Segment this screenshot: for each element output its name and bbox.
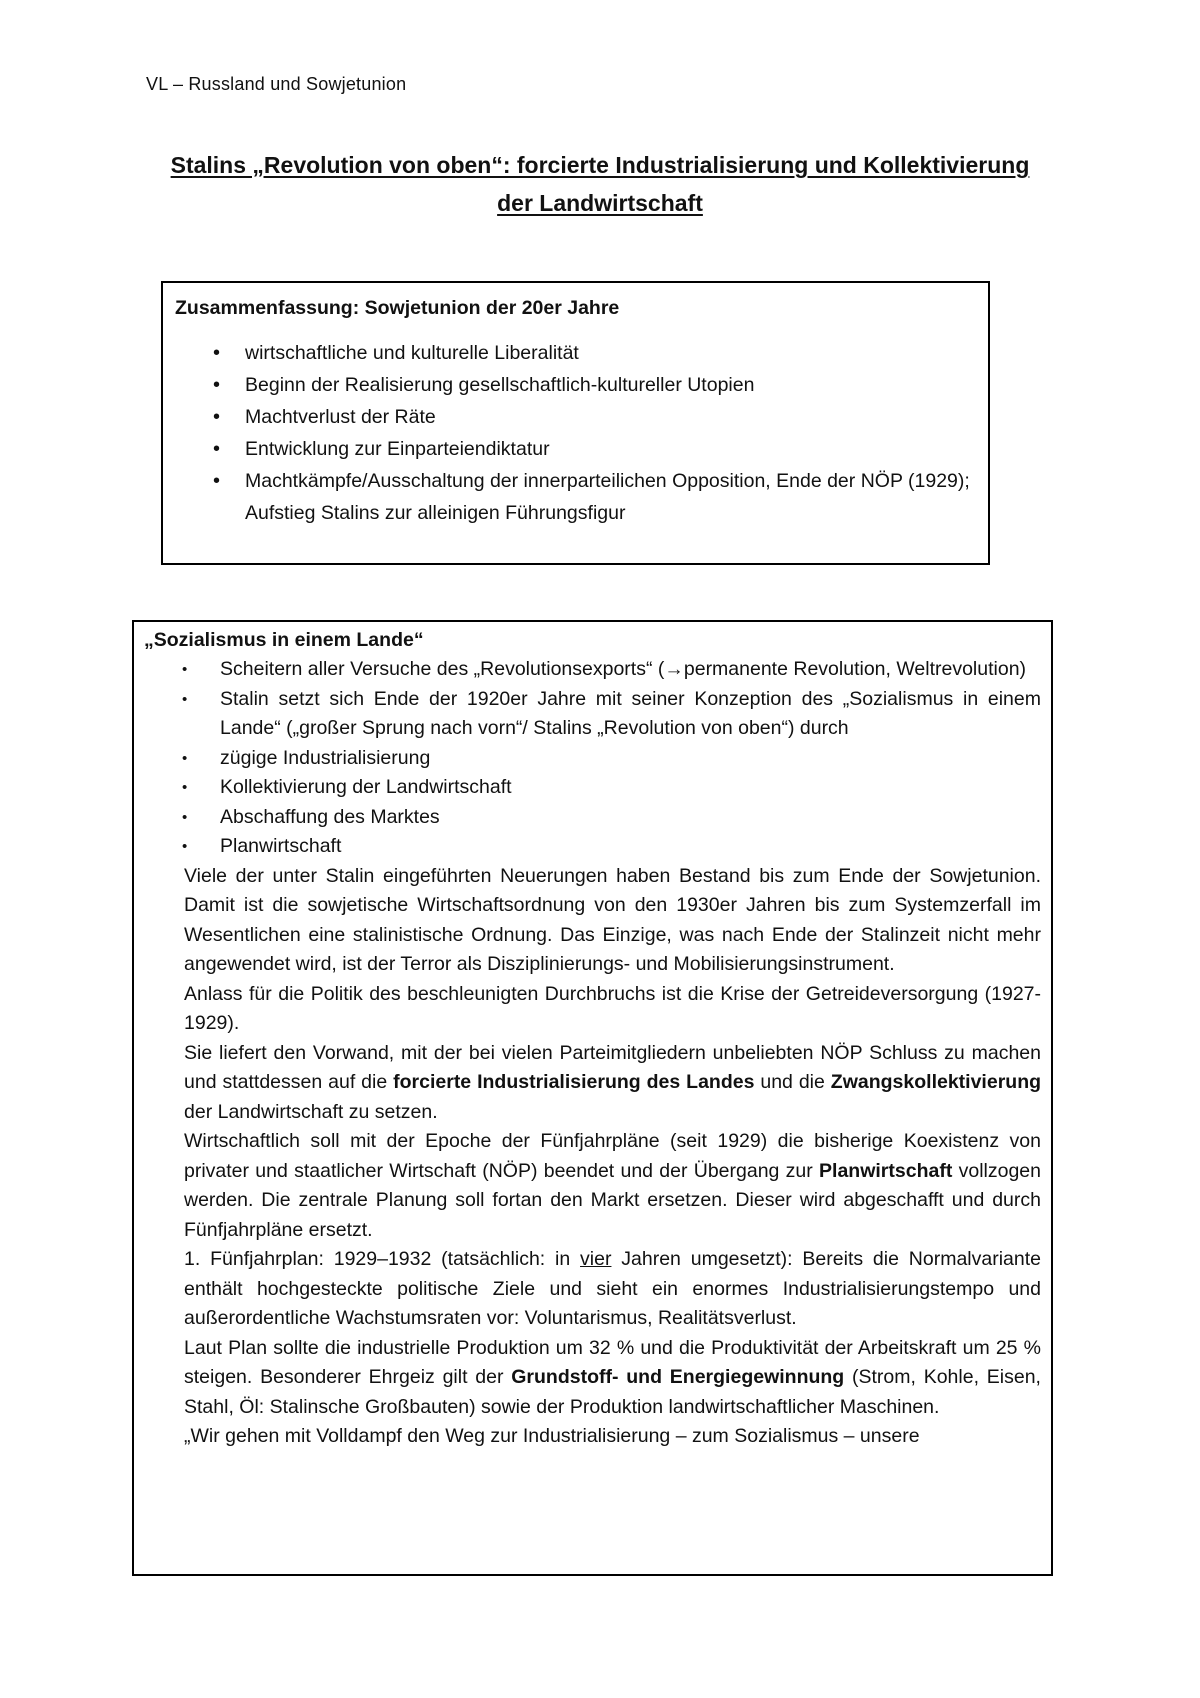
list-item: • Kollektivierung der Landwirtschaft xyxy=(182,773,1041,803)
list-item: • Entwicklung zur Einparteiendiktatur xyxy=(175,433,974,465)
bullet-icon: • xyxy=(182,808,188,826)
bold-text: Planwirtschaft xyxy=(819,1159,953,1182)
list-item: • wirtschaftliche und kulturelle Liberalität xyxy=(175,337,974,369)
bullet-icon: • xyxy=(213,406,221,428)
list-item: • Machtkämpfe/Ausschaltung der innerparteilichen Opposition, Ende der NÖP (1929); Aufstieg Stalins zur alleinigen Führungsfigur xyxy=(175,465,974,529)
socialism-title: „Sozialismus in einem Lande“ xyxy=(144,629,424,651)
bullet-icon: • xyxy=(213,438,221,460)
bullet-icon: • xyxy=(213,342,221,364)
document-header: VL – Russland und Sowjetunion xyxy=(146,74,407,94)
list-item: • Planwirtschaft xyxy=(182,832,1041,862)
document-title xyxy=(130,146,1070,222)
title-line-1: Stalins „Revolution von oben“: forcierte Industrialisierung und Kollektivierung xyxy=(170,152,1030,178)
socialism-list xyxy=(182,655,1041,862)
bullet-icon: • xyxy=(182,749,188,767)
list-item: • Abschaffung des Marktes xyxy=(182,803,1041,833)
bold-text: Grundstoff- und Energiegewinnung xyxy=(511,1366,845,1388)
paragraph: „Wir gehen mit Volldampf den Weg zur Industrialisierung – zum Sozialismus – unsere xyxy=(184,1425,920,1447)
bullet-icon: • xyxy=(182,690,188,708)
list-item: • zügige Industrialisierung xyxy=(182,744,1041,774)
bullet-icon: • xyxy=(182,661,188,678)
paragraph: Laut Plan sollte die industrielle Produktion um 32 % und die Produktivität der Arbeitskraft um 25 % steigen. Besonderer Ehrgeiz gilt der Grundstoff- und Energiegewinnung (Strom, Kohle, Eisen, Stahl, Öl: Stalinsche Großbauten) sowie der Produktion landwirtschaftlicher Maschinen. xyxy=(184,1336,1041,1418)
list-item: • Machtverlust der Räte xyxy=(175,401,974,433)
underlined-text: vier xyxy=(580,1248,612,1270)
paragraph: Anlass für die Politik des beschleunigten Durchbruchs ist die Krise der Getreideversorgung (1927-1929). xyxy=(184,982,1041,1034)
list-item: • Stalin setzt sich Ende der 1920er Jahre mit seiner Konzeption des „Sozialismus in einem Lande“ („großer Sprung nach vorn“/ Stalins „Revolution von oben“) durch xyxy=(182,685,1041,744)
bold-text: Zwangskollektivierung xyxy=(830,1071,1042,1093)
socialism-box xyxy=(132,620,1053,1576)
paragraph: Sie liefert den Vorwand, mit der bei vielen Parteimitgliedern unbeliebten NÖP Schluss zu machen und stattdessen auf die forcierte Industrialisierung des Landes und die Zwangskollektivierung der Landwirtschaft zu setzen. xyxy=(184,1041,1042,1123)
bullet-icon: • xyxy=(213,374,221,396)
paragraph: Wirtschaftlich soll mit der Epoche der Fünfjahrpläne (seit 1929) die bisherige Koexistenz von privater und staatlicher Wirtschaft (NÖP) beendet und der Übergang zur Planwirtschaft vollzogen werden. Die zentrale Planung soll fortan den Markt ersetzen. Dieser wird abgeschafft und durch Fünfjahrpläne ersetzt. xyxy=(184,1130,1041,1241)
bold-text: forcierte Industrialisierung des Landes xyxy=(393,1071,755,1093)
summary-list xyxy=(175,337,974,529)
paragraph: 1. Fünfjahrplan: 1929–1932 (tatsächlich: in vier Jahren umgesetzt): Bereits die Normalvariante enthält hochgesteckte politische Ziele und sieht ein enormes Industrialisierungstempo und außerordentliche Wachstumsraten vor: Voluntarismus, Realitätsverlust. xyxy=(184,1248,1041,1329)
paragraph: Viele der unter Stalin eingeführten Neuerungen haben Bestand bis zum Ende der Sowjetunion. Damit ist die sowjetische Wirtschaftsordnung von den 1930er Jahren bis zum Systemzerfall im Wesentlichen eine stalinistische Ordnung. Das Einzige, was nach Ende der Stalinzeit nicht mehr angewendet wird, ist der Terror als Disziplinierungs- und Mobilisierungsinstrument. xyxy=(184,864,1041,975)
summary-title: Zusammenfassung: Sowjetunion der 20er Jahre xyxy=(175,297,620,319)
summary-box xyxy=(161,281,990,565)
bullet-icon: • xyxy=(182,838,188,855)
bullet-icon: • xyxy=(182,779,188,796)
title-line-2: der Landwirtschaft xyxy=(497,190,703,216)
list-item: • Beginn der Realisierung gesellschaftlich-kultureller Utopien xyxy=(175,369,974,401)
list-item: • Scheitern aller Versuche des „Revolutionsexports“ (→permanente Revolution, Weltrevolution) xyxy=(182,655,1041,685)
bullet-icon: • xyxy=(213,470,221,492)
